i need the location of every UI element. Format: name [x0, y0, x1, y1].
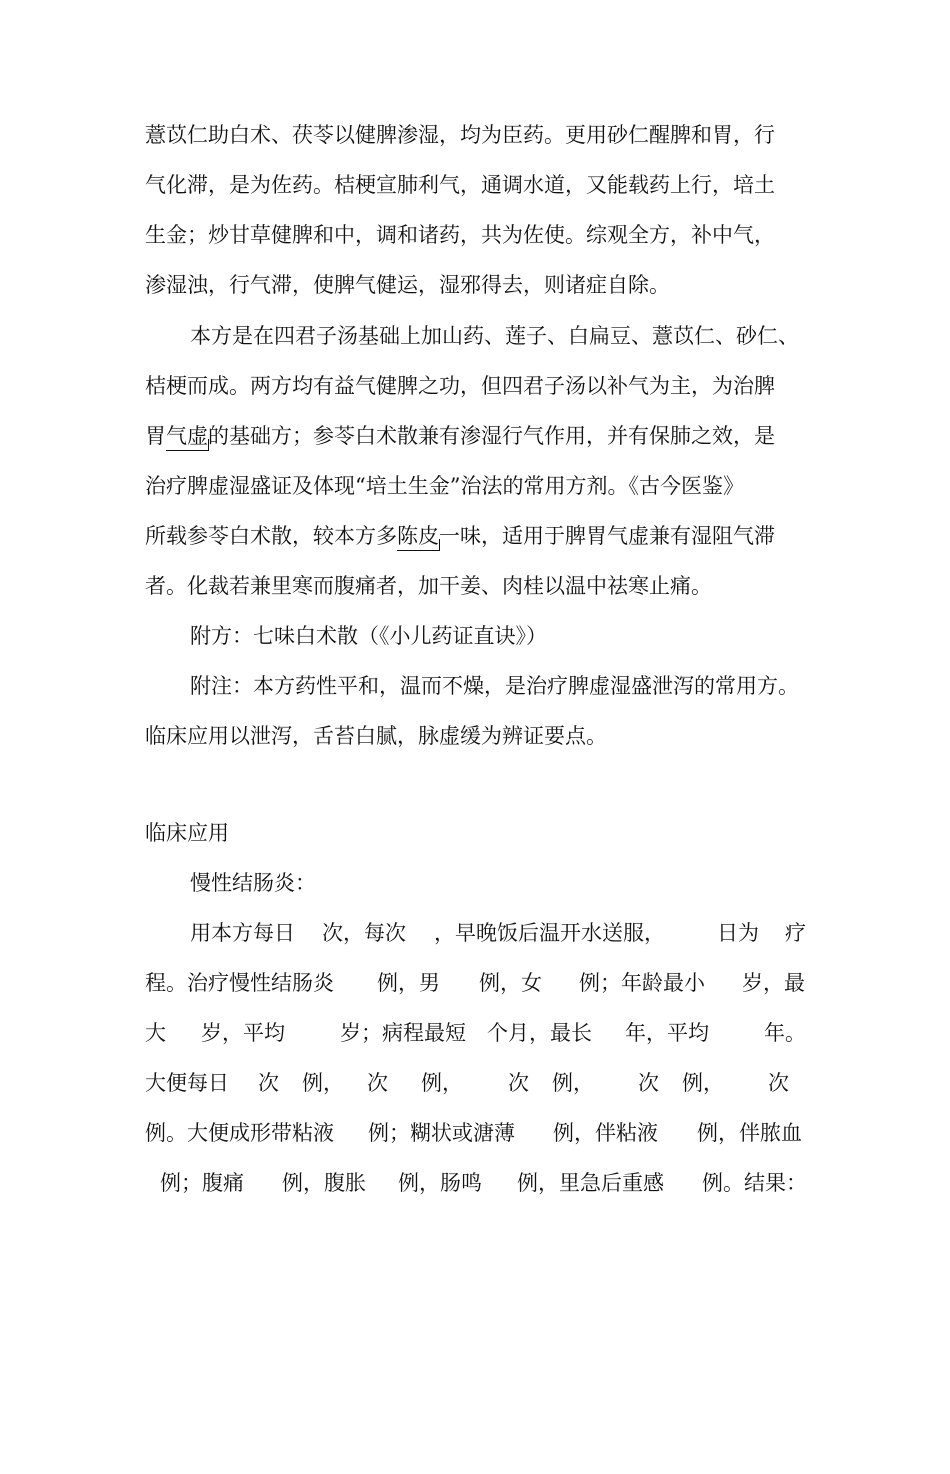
text-segment: 胃 — [145, 424, 166, 448]
text-line: 附注：本方药性平和，温而不燥，是治疗脾虚湿盛泄泻的常用方。 — [190, 674, 799, 698]
text-segment: 次 — [367, 1071, 388, 1095]
text-segment: 个月，最长 — [487, 1021, 592, 1045]
text-line — [0, 1066, 950, 1100]
text-line: 治疗脾虚湿盛证及体现“培土生金”治法的常用方剂。《古今医鉴》 — [145, 474, 744, 498]
text-segment: 例，里急后重感 — [517, 1171, 664, 1195]
text-line: 气化滞，是为佐药。桔梗宣肺利气，通调水道，又能载药上行，培土 — [145, 173, 775, 197]
text-segment: 大 — [145, 1021, 166, 1045]
text-segment: 例；腹痛 — [160, 1171, 244, 1195]
text-line: 临床应用以泄泻，舌苔白腻，脉虚缓为辨证要点。 — [145, 724, 607, 748]
text-segment: 次，每次 — [322, 921, 406, 945]
text-line: 薏苡仁助白术、茯苓以健脾渗湿，均为臣药。更用砂仁醒脾和胃，行 — [145, 123, 775, 147]
text-segment: 例，肠鸣 — [398, 1171, 482, 1195]
text-segment: 次 — [508, 1071, 529, 1095]
text-segment: 所载参苓白术散，较本方多 — [145, 524, 397, 548]
text-segment: 次 — [638, 1071, 659, 1095]
text-line: 本方是在四君子汤基础上加山药、莲子、白扁豆、薏苡仁、砂仁、 — [190, 324, 799, 348]
text-line — [0, 966, 950, 1000]
text-segment: 例。大便成形带粘液 — [145, 1121, 334, 1145]
text-segment: 疗 — [785, 921, 806, 945]
underlined-term: 陈皮 — [397, 519, 439, 553]
text-segment: 次 — [258, 1071, 279, 1095]
text-segment: 的基础方；参苓白术散兼有渗湿行气作用，并有保肺之效，是 — [208, 424, 775, 448]
text-segment: ，早晚饭后温开水送服， — [434, 921, 665, 945]
text-line: 桔梗而成。两方均有益气健脾之功，但四君子汤以补气为主，为治脾 — [145, 374, 775, 398]
text-segment: 例；糊状或溏薄 — [368, 1121, 515, 1145]
text-line: 渗湿浊，行气滞，使脾气健运，湿邪得去，则诸症自除。 — [145, 273, 670, 297]
text-segment: 日为 — [717, 921, 759, 945]
text-segment: 例，腹胀 — [282, 1171, 366, 1195]
text-segment: 例，伴粘液 — [553, 1121, 658, 1145]
text-segment: 例。结果： — [702, 1171, 807, 1195]
text-segment: 岁，最 — [742, 971, 805, 995]
text-segment: 用本方每日 — [190, 921, 295, 945]
text-segment: 大便每日 — [145, 1071, 229, 1095]
text-segment: 岁；病程最短 — [340, 1021, 466, 1045]
text-line: 生金；炒甘草健脾和中，调和诸药，共为佐使。综观全方，补中气， — [145, 223, 775, 247]
text-line — [145, 519, 775, 553]
text-line — [0, 1166, 950, 1200]
text-segment: 例， — [421, 1071, 463, 1095]
text-segment: 例，伴脓血 — [697, 1121, 802, 1145]
text-line: 者。化裁若兼里寒而腹痛者，加干姜、肉桂以温中祛寒止痛。 — [145, 574, 712, 598]
text-line — [0, 916, 950, 950]
text-segment: 例， — [302, 1071, 344, 1095]
underlined-term: 气虚 — [166, 419, 208, 453]
text-segment: 例；年龄最小 — [579, 971, 705, 995]
text-segment: 例，男 — [377, 971, 440, 995]
text-segment: 例， — [552, 1071, 594, 1095]
text-segment: 年。 — [764, 1021, 806, 1045]
section-heading: 临床应用 — [145, 821, 229, 845]
text-line — [0, 1016, 950, 1050]
text-segment: 岁，平均 — [201, 1021, 285, 1045]
text-segment: 例，女 — [479, 971, 542, 995]
disease-heading: 慢性结肠炎： — [190, 871, 316, 895]
text-line — [145, 419, 775, 453]
text-line — [0, 1116, 950, 1150]
text-segment: 程。治疗慢性结肠炎 — [145, 971, 334, 995]
text-segment: 年，平均 — [625, 1021, 709, 1045]
text-segment: 一味，适用于脾胃气虚兼有湿阻气滞 — [439, 524, 775, 548]
text-segment: 次 — [768, 1071, 789, 1095]
text-segment: 例， — [682, 1071, 724, 1095]
fufang-line: 附方：七味白术散（《小儿药证直诀》） — [190, 624, 547, 648]
